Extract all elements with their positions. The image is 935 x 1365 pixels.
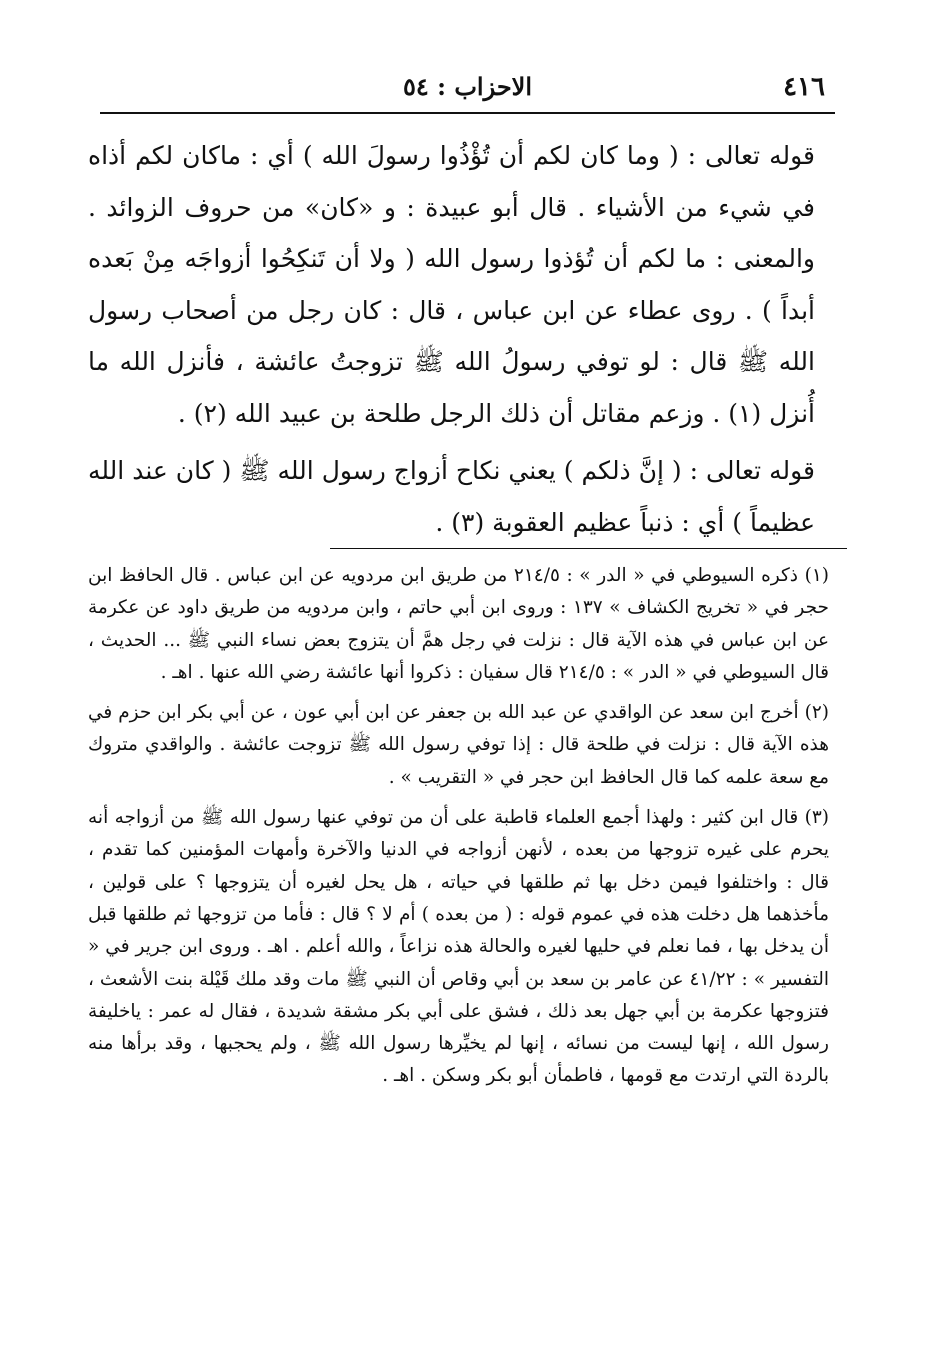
footnotes [88, 560, 829, 1101]
main-text [88, 130, 815, 554]
header-rule [100, 112, 835, 114]
running-title: الاحزاب : ٥٤ [402, 72, 533, 101]
footnote-3: (٣) قال ابن كثير : ولهذا أجمع العلماء قاطبة على أن من توفي عنها رسول الله ﷺ من أزواجه أنه يحرم على غيره تزوجها من بعده ، لأنهن أزواجه في الدنيا والآخرة وأمهات المؤمنين كما تقدم ، قال : واختلفوا فيمن دخل بها ثم طلقها في حياته ، هل يحل لغيره أن يتزوجها ؟ على قولين ، مأخذهما هل دخلت هذه في عموم قوله : ( من بعده ) أم لا ؟ قال : فأما من تزوجها ثم طلقها قبل أن يدخل بها ، فما نعلم في حليها لغيره والحالة هذه نزاعاً ، والله أعلم . اهـ . وروى ابن جرير في « التفسير » : ٤١/٢٢ عن عامر بن سعد بن أبي وقاص أن النبي ﷺ مات وقد ملك قَيْلة بنت الأشعث ، فتزوجها عكرمة بن أبي جهل بعد ذلك ، فشق على أبي بكر مشقة شديدة ، فقال له عمر : ياخليفة رسول الله ، إنها ليست من نسائه ، إنها لم يخيِّرها رسول الله ﷺ ، ولم يحجبها ، وقد برأها منه بالردة التي ارتدت مع قومها ، فاطمأن أبو بكر وسكن . اهـ . [88, 807, 829, 1087]
main-paragraph: قوله تعالى : ( إنَّ ذلكم ) يعني نكاح أزواج رسول الله ﷺ ( كان عند الله عظيماً ) أي : ذنباً عظيم العقوبة (٣) . [88, 456, 815, 537]
main-paragraph: قوله تعالى : ( وما كان لكم أن تُؤْذُوا رسولَ الله ) أي : ماكان لكم أذاه في شيء من الأشياء . قال أبو عبيدة : و «كان» من حروف الزوائد . والمعنى : ما لكم أن تُؤذوا رسول الله ( ولا أن تَنكِحُوا أزواجَه مِنْ بَعده أبداً ) . روى عطاء عن ابن عباس ، قال : كان رجل من أصحاب رسول الله ﷺ قال : لو توفي رسولُ الله ﷺ تزوجتُ عائشة ، فأنزل الله ما أُنزل (١) . وزعم مقاتل أن ذلك الرجل طلحة بن عبيد الله (٢) . [88, 141, 815, 428]
footnote-divider [330, 548, 847, 549]
page-number: ٤١٦ [783, 72, 825, 102]
footnote-2: (٢) أخرج ابن سعد عن الواقدي عن عبد الله بن جعفر عن ابن أبي عون ، عن أبي بكر ابن حزم في هذه الآية قال : نزلت في طلحة قال : إذا توفي رسول الله ﷺ تزوجت عائشة . والواقدي متروك مع سعة علمه كما قال الحافظ ابن حجر في « التقريب » . [88, 702, 829, 788]
page-header [110, 72, 825, 112]
footnote-1: (١) ذكره السيوطي في « الدر » : ٢١٤/٥ من طريق ابن مردويه عن ابن عباس . قال الحافظ ابن حجر في « تخريج الكشاف » ١٣٧ : وروى ابن أبي حاتم ، وابن مردويه من طريق داود عن عكرمة عن ابن عباس في هذه الآية قال : نزلت في رجل همَّ أن يتزوج بعض نساء النبي ﷺ ... الحديث ، قال السيوطي في « الدر » : ٢١٤/٥ قال سفيان : ذكروا أنها عائشة رضي الله عنها . اهـ . [88, 565, 830, 683]
